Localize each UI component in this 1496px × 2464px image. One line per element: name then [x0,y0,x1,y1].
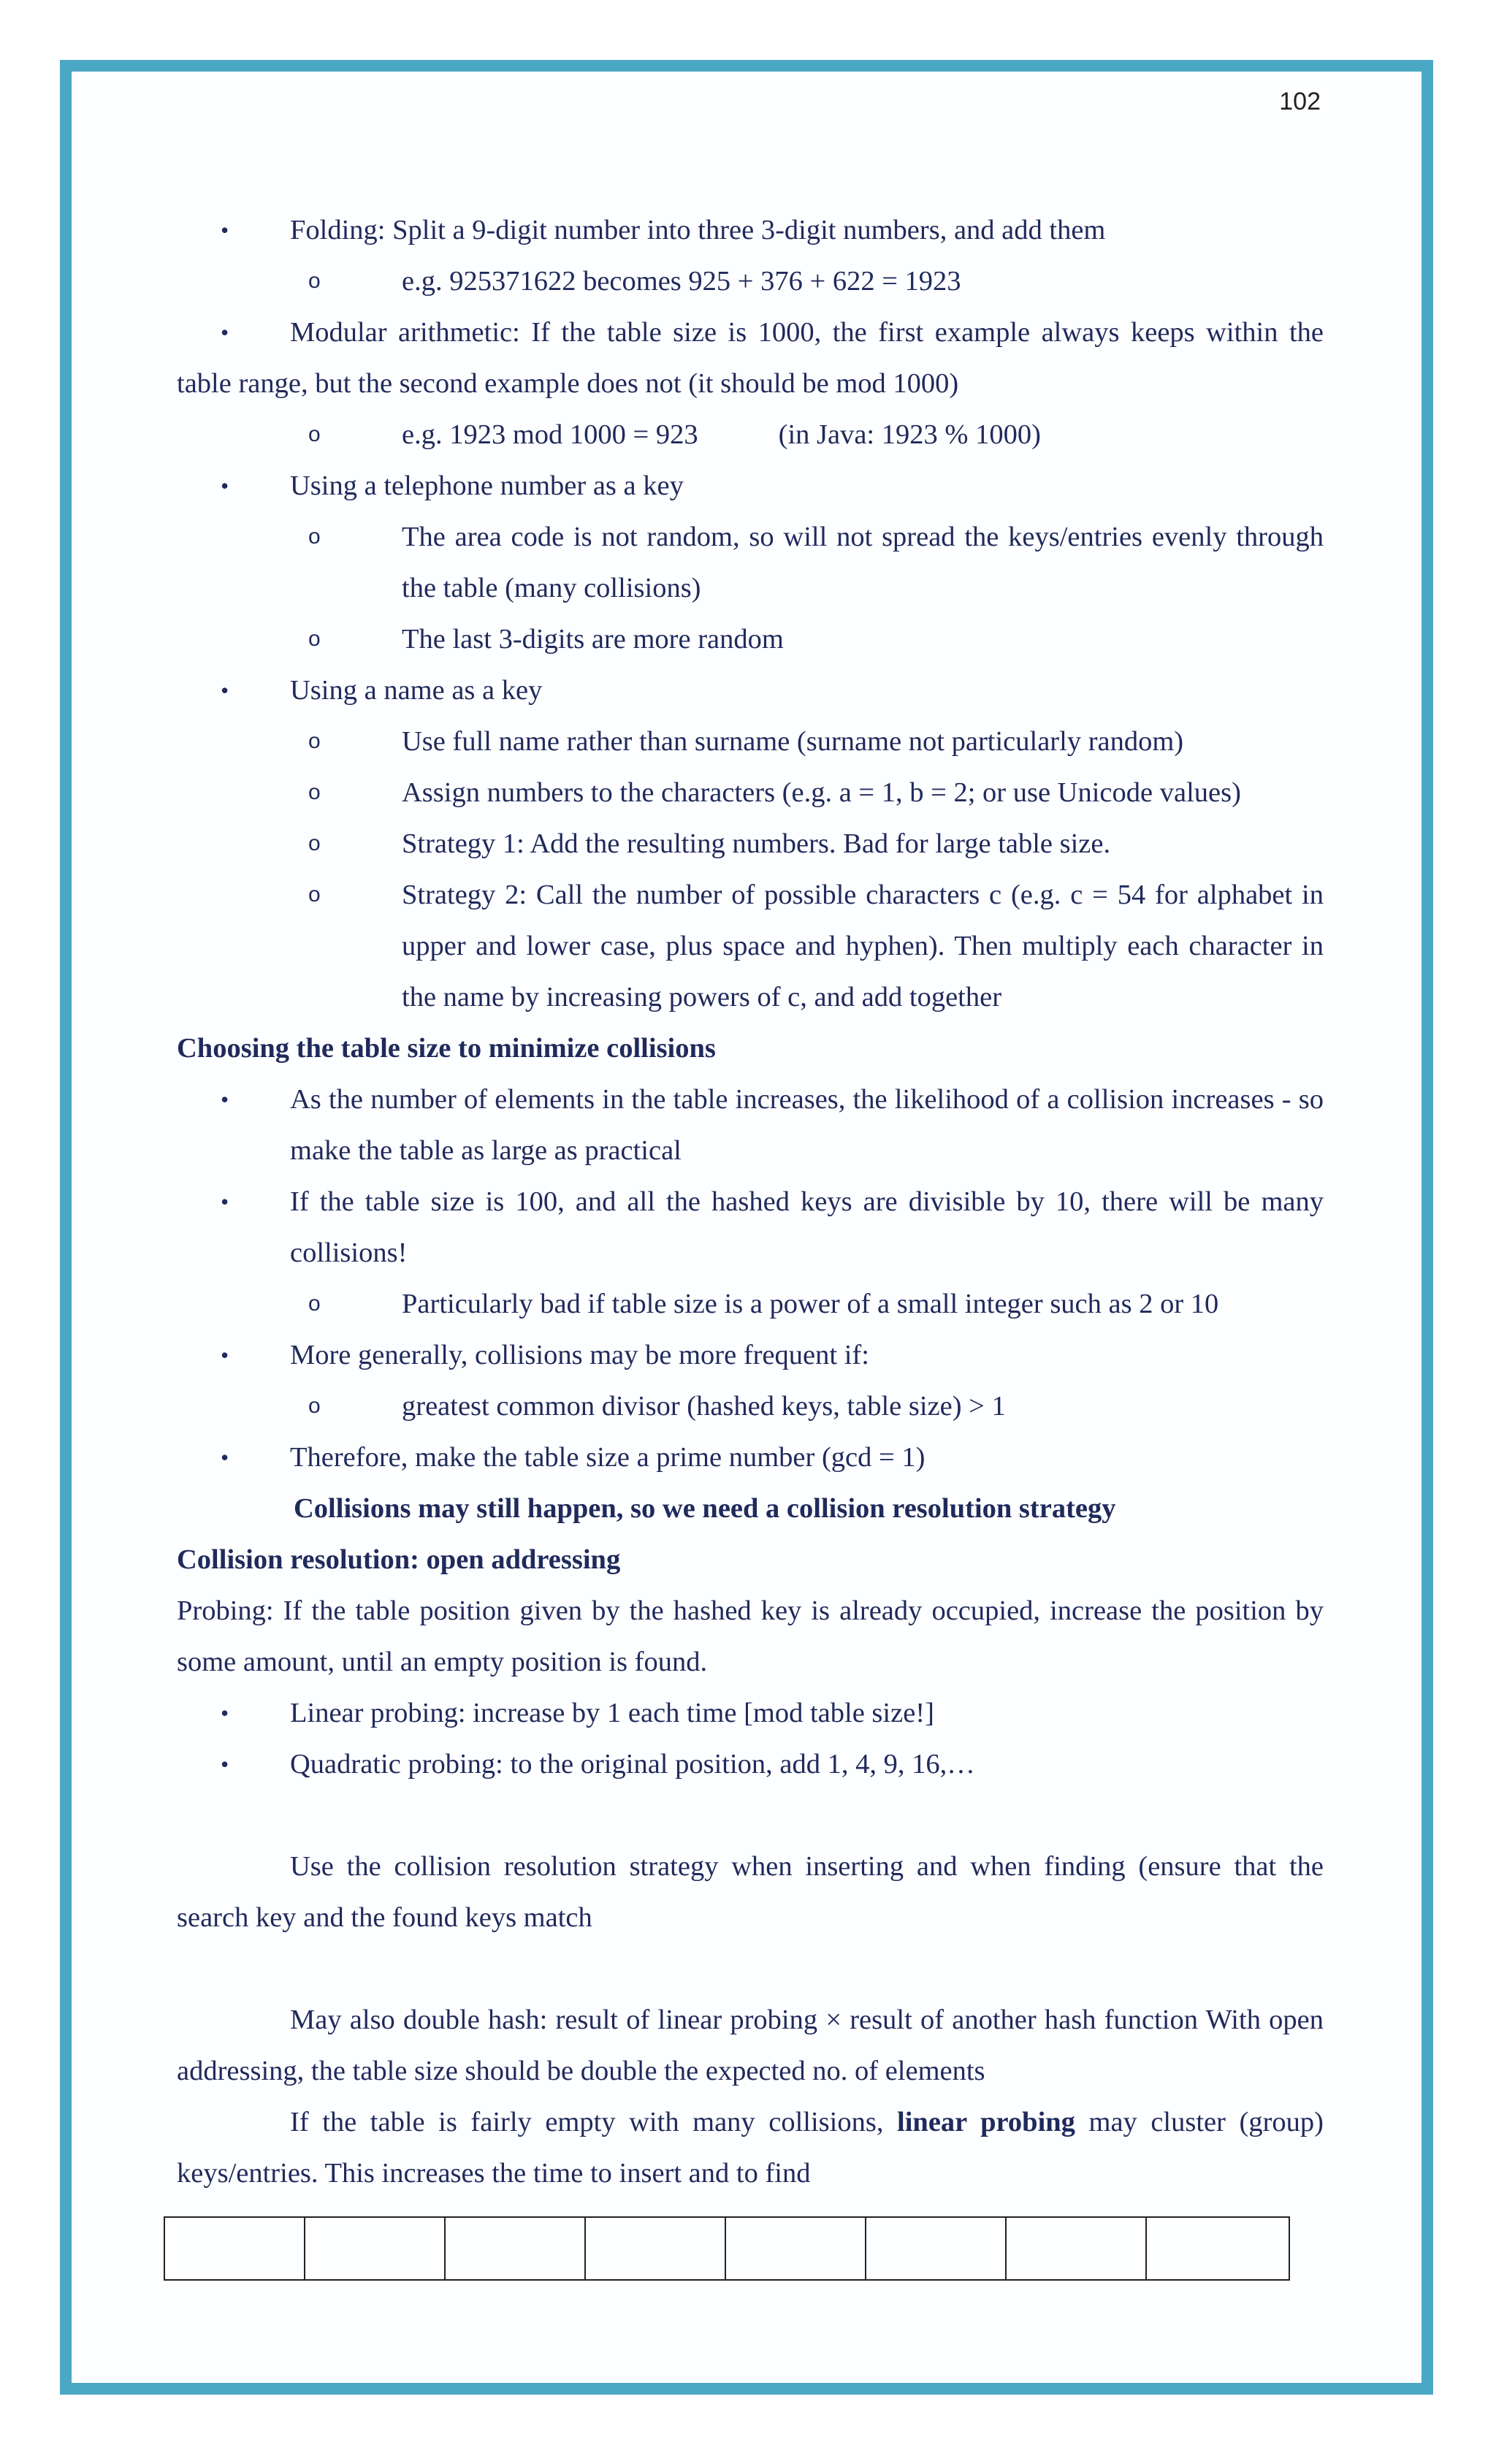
page-number: 102 [1279,88,1321,115]
sub-full-name: o Use full name rather than surname (surname not particularly random) [177,716,1324,767]
bullet-elements-increase: • As the number of elements in the table increases, the likelihood of a collision increases - so make the table as large as practical [177,1074,1324,1176]
bullet-linear: • Linear probing: increase by 1 each time [mod table size!] [177,1687,1324,1739]
heading-open-addressing: Collision resolution: open addressing [177,1544,621,1575]
bullet-name-key: • Using a name as a key [177,665,1324,716]
sub-strategy1: o Strategy 1: Add the resulting numbers. Bad for large table size. [177,818,1324,869]
empty-hash-table [164,2216,1290,2281]
still-happen-note: Collisions may still happen, so we need a collision resolution strategy [294,1493,1116,1524]
bullet-telephone: • Using a telephone number as a key [177,460,1324,511]
sub-folding-example: o e.g. 925371622 becomes 925 + 376 + 622 = 1923 [177,256,1324,307]
cluster-paragraph [177,2097,1324,2199]
sub-strategy2: o Strategy 2: Call the number of possible characters c (e.g. c = 54 for alphabet in upper and lower case, plus space and hyphen). Then multiply each character in the name by increasing powers of c, and add together [177,869,1324,1023]
table-cell [305,2218,446,2279]
table-cell [726,2218,866,2279]
table-cell [1007,2218,1147,2279]
sub-assign: o Assign numbers to the characters (e.g. a = 1, b = 2; or use Unicode values) [177,767,1324,818]
cluster-bold: linear probing [897,2107,1075,2137]
bullet-prime: • Therefore, make the table size a prime number (gcd = 1) [177,1432,1324,1483]
bullet-size100: • If the table size is 100, and all the hashed keys are divisible by 10, there will be many collisions! [177,1176,1324,1278]
table-cell [866,2218,1007,2279]
modular-example-b: (in Java: 1923 % 1000) [778,419,1041,450]
table-cell [586,2218,726,2279]
probing-paragraph: Probing: If the table position given by the hashed key is already occupied, increase the position by some amount, until an empty position is found. [177,1595,1324,1677]
page-content [177,205,1324,2199]
bullet-quadratic: • Quadratic probing: to the original position, add 1, 4, 9, 16,… [177,1739,1324,1790]
table-cell [165,2218,305,2279]
cluster-text-b: may cluster (group) keys/entries. This increases the time to insert and to find [177,2107,1324,2189]
use-strategy-paragraph: Use the collision resolution strategy when inserting and when finding (ensure that the search key and the found keys match [177,1851,1324,1933]
double-hash-paragraph: May also double hash: result of linear probing × result of another hash function With open addressing, the table size should be double the expected no. of elements [177,2005,1324,2086]
modular-example-a: e.g. 1923 mod 1000 = 923 [402,419,698,450]
bullet-folding: • Folding: Split a 9-digit number into three 3-digit numbers, and add them [177,205,1324,256]
sub-area-code: o The area code is not random, so will not spread the keys/entries evenly through the table (many collisions) [177,511,1324,614]
modular-text: Modular arithmetic: If the table size is 1000, the first example always keeps within the table range, but the second example does not (it should be mod 1000) [177,317,1324,399]
cluster-text-a: If the table is fairly empty with many collisions, [290,2107,898,2137]
sub-power-small: o Particularly bad if table size is a power of a small integer such as 2 or 10 [177,1278,1324,1330]
table-cell [1147,2218,1289,2279]
sub-last3: o The last 3-digits are more random [177,614,1324,665]
sub-modular-example [177,409,1324,460]
table-cell [446,2218,586,2279]
bullet-more-generally: • More generally, collisions may be more frequent if: [177,1330,1324,1381]
heading-table-size: Choosing the table size to minimize collisions [177,1033,716,1064]
sub-gcd: o greatest common divisor (hashed keys, table size) > 1 [177,1381,1324,1432]
bullet-modular [177,307,1324,409]
